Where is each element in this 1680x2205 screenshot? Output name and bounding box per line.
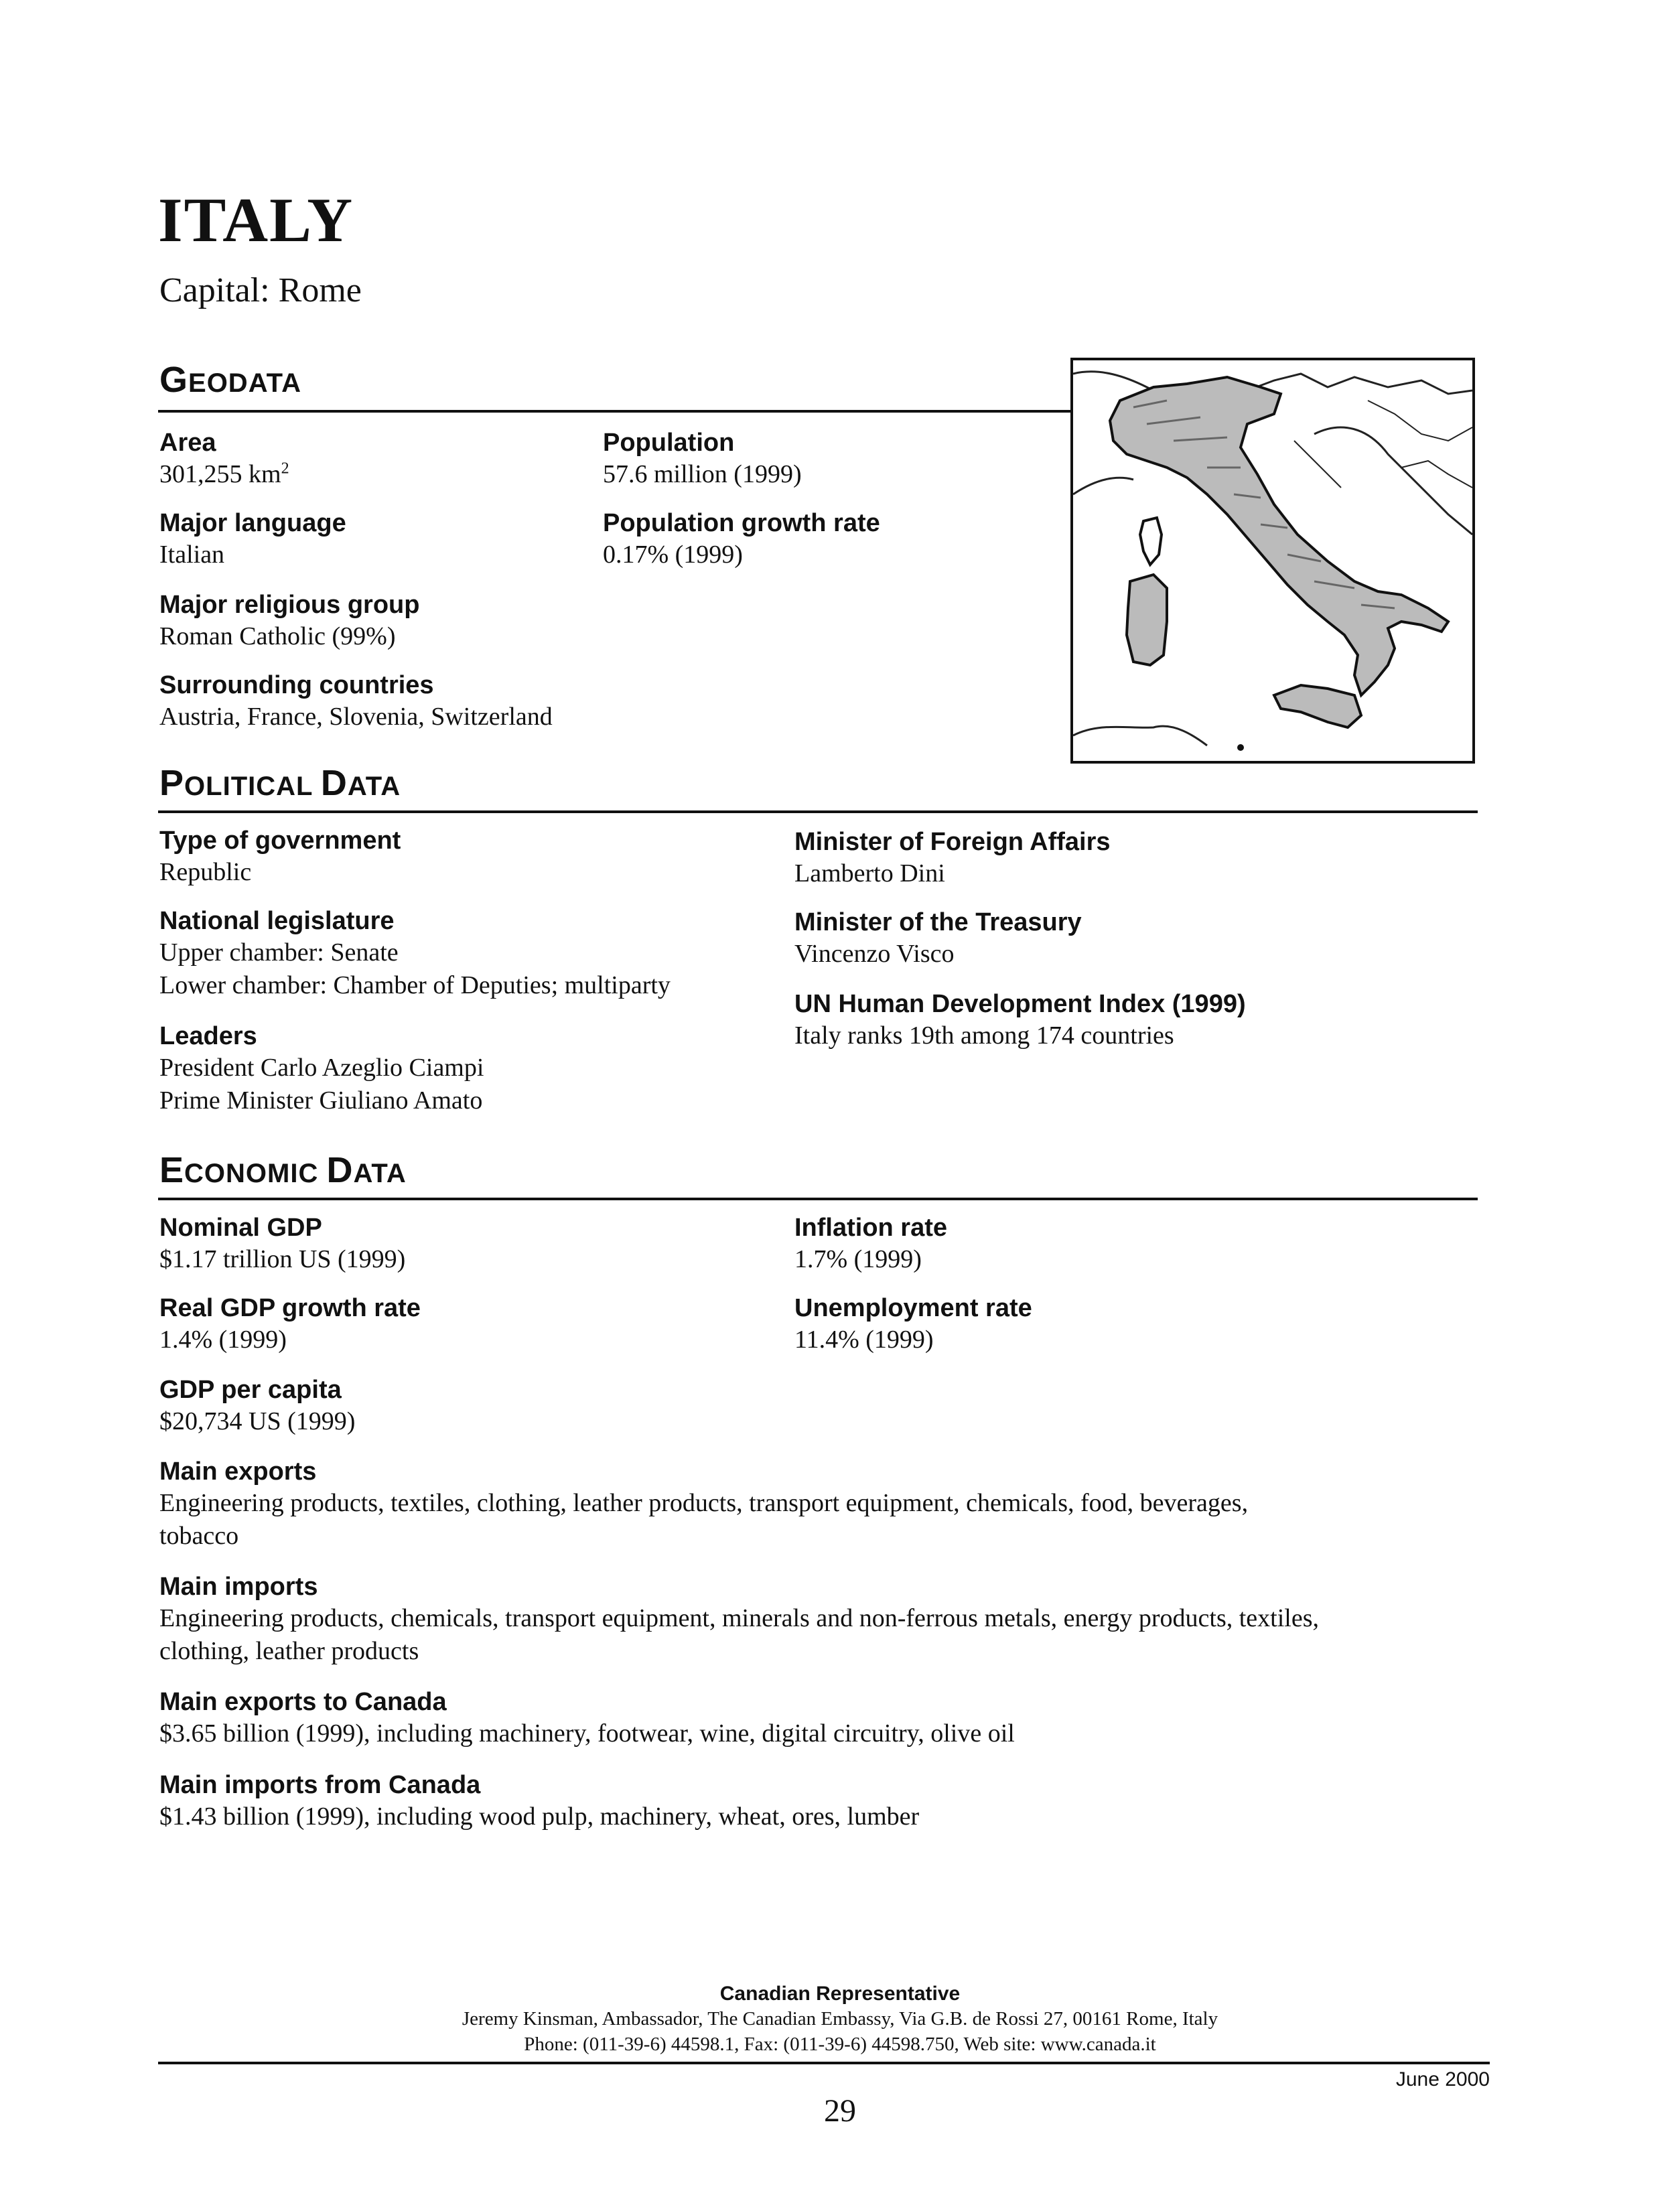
area-label: Area xyxy=(159,429,216,457)
real-gdp-growth-field xyxy=(159,1294,421,1356)
political-data-heading: POLITICAL DATA xyxy=(159,763,401,803)
page-title: ITALY xyxy=(158,186,354,255)
religion-value: Roman Catholic (99%) xyxy=(159,622,396,650)
surrounding-value: Austria, France, Slovenia, Switzerland xyxy=(159,702,553,731)
area-value: 301,255 $km^2$ xyxy=(159,459,289,488)
main-exports-line-1: Engineering products, textiles, clothing, leather products, transport equipment, chemicals, food, beverages, xyxy=(159,1488,1249,1517)
footer-rule xyxy=(158,2062,1490,2064)
italy-map-icon xyxy=(1070,358,1475,764)
hdi-value: Italy ranks 19th among 174 countries xyxy=(794,1021,1174,1050)
area-field xyxy=(159,429,289,491)
gdp-per-capita-value: $20,734 US (1999) xyxy=(159,1407,356,1435)
page-number: 29 xyxy=(824,2093,856,2129)
government-value: Republic xyxy=(159,857,252,886)
footer-address: Jeremy Kinsman, Ambassador, The Canadian Embassy, Via G.B. de Rossi 27, 00161 Rome, Italy xyxy=(462,2008,1218,2030)
population-growth-field xyxy=(603,509,880,571)
legislature-field xyxy=(159,907,671,1002)
treasury-minister-label: Minister of the Treasury xyxy=(794,908,1082,936)
population-field xyxy=(603,429,802,491)
legislature-lower: Lower chamber: Chamber of Deputies; multiparty xyxy=(159,971,671,1000)
population-value: 57.6 million (1999) xyxy=(603,459,802,488)
main-imports-label: Main imports xyxy=(159,1573,318,1601)
unemployment-value: 11.4% (1999) xyxy=(794,1325,934,1354)
nominal-gdp-label: Nominal GDP xyxy=(159,1214,322,1242)
exports-to-canada-field xyxy=(159,1688,1499,1750)
main-imports-line-2: clothing, leather products xyxy=(159,1637,419,1666)
surrounding-field xyxy=(159,671,553,733)
inflation-label: Inflation rate xyxy=(794,1214,948,1242)
hdi-field xyxy=(794,990,1246,1052)
religion-label: Major religious group xyxy=(159,591,420,619)
population-growth-label: Population growth rate xyxy=(603,509,880,537)
main-exports-label: Main exports xyxy=(159,1457,317,1486)
foreign-minister-value: Lamberto Dini xyxy=(794,859,945,887)
language-value: Italian xyxy=(159,540,225,569)
government-label: Type of government xyxy=(159,827,401,855)
leaders-label: Leaders xyxy=(159,1022,257,1050)
gdp-per-capita-field xyxy=(159,1376,355,1438)
language-label: Major language xyxy=(159,509,346,537)
government-field xyxy=(159,827,401,889)
footer-contact: Phone: (011-39-6) 44598.1, Fax: (011-39-6) 44598.750, Web site: www.canada.it xyxy=(524,2034,1156,2055)
imports-from-canada-value: $1.43 billion (1999), including wood pulp, machinery, wheat, ores, lumber xyxy=(159,1802,920,1831)
treasury-minister-field xyxy=(794,908,1082,971)
leader-president: President Carlo Azeglio Ciampi xyxy=(159,1053,484,1082)
religion-field xyxy=(159,591,419,653)
main-imports-field xyxy=(159,1573,1499,1668)
population-label: Population xyxy=(603,429,735,457)
real-gdp-growth-value: 1.4% (1999) xyxy=(159,1325,287,1354)
imports-from-canada-field xyxy=(159,1771,1499,1833)
publication-date: June 2000 xyxy=(1395,2068,1490,2090)
legislature-upper: Upper chamber: Senate xyxy=(159,938,399,967)
foreign-minister-field xyxy=(794,828,1111,890)
language-field xyxy=(159,509,346,571)
political-rule xyxy=(158,810,1478,813)
inflation-value: 1.7% (1999) xyxy=(794,1244,922,1273)
footer-heading: Canadian Representative xyxy=(719,1983,961,2005)
nominal-gdp-field xyxy=(159,1214,405,1276)
economic-rule xyxy=(158,1198,1478,1200)
gdp-per-capita-label: GDP per capita xyxy=(159,1376,342,1404)
geodata-rule xyxy=(158,410,1070,413)
main-imports-line-1: Engineering products, chemicals, transport equipment, minerals and non-ferrous metals, energy products, textiles, xyxy=(159,1604,1319,1632)
population-growth-value: 0.17% (1999) xyxy=(603,540,743,569)
unemployment-field xyxy=(794,1294,1032,1356)
foreign-minister-label: Minister of Foreign Affairs xyxy=(794,828,1111,856)
nominal-gdp-value: $1.17 trillion US (1999) xyxy=(159,1244,406,1273)
economic-data-heading: ECONOMIC DATA xyxy=(159,1150,407,1190)
main-exports-field xyxy=(159,1457,1499,1553)
leader-prime-minister: Prime Minister Giuliano Amato xyxy=(159,1086,483,1115)
surrounding-label: Surrounding countries xyxy=(159,671,434,699)
real-gdp-growth-label: Real GDP growth rate xyxy=(159,1294,421,1322)
geodata-heading: GEODATA xyxy=(159,360,301,400)
hdi-label: UN Human Development Index (1999) xyxy=(794,990,1246,1018)
exports-to-canada-label: Main exports to Canada xyxy=(159,1688,447,1716)
legislature-label: National legislature xyxy=(159,907,395,935)
treasury-minister-value: Vincenzo Visco xyxy=(794,939,955,968)
leaders-field xyxy=(159,1022,484,1117)
unemployment-label: Unemployment rate xyxy=(794,1294,1032,1322)
capital-subtitle: Capital: Rome xyxy=(159,271,362,309)
imports-from-canada-label: Main imports from Canada xyxy=(159,1771,481,1799)
main-exports-line-2: tobacco xyxy=(159,1522,239,1551)
exports-to-canada-value: $3.65 billion (1999), including machinery, footwear, wine, digital circuitry, olive oil xyxy=(159,1719,1015,1748)
inflation-field xyxy=(794,1214,947,1276)
